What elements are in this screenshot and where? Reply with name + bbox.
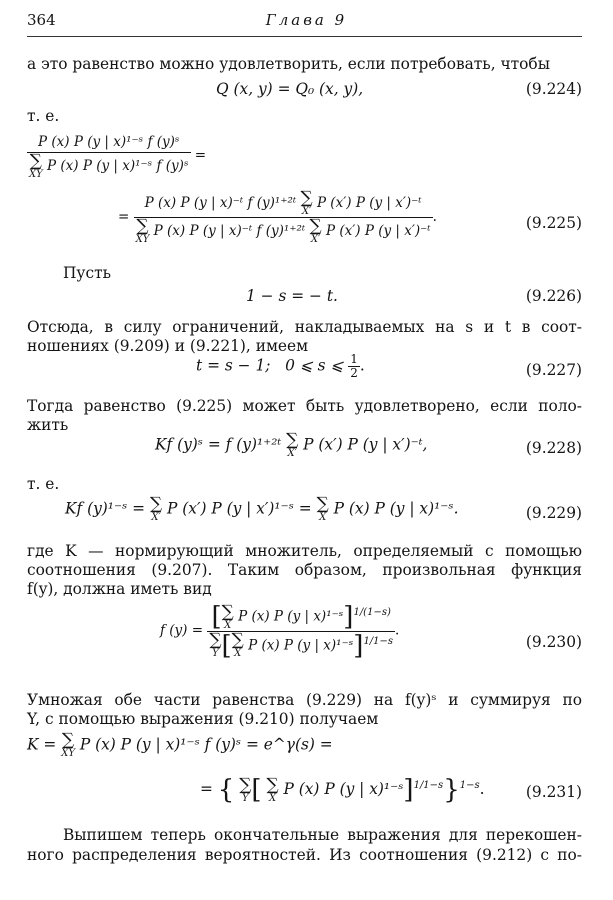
equation-9-228: Kf (y)ˢ = f (y)¹⁺²ᵗ ∑ X′ P (x′) P (y | x′)⁻ᵗ,: [155, 430, 428, 459]
paragraph-line: Выпишем теперь окончательные выражения для перекошен-: [63, 826, 582, 844]
equation-number: (9.231): [525, 783, 582, 801]
paragraph-line: Тогда равенство (9.225) может быть удовлетворено, если поло-: [27, 397, 582, 415]
equation-number: (9.225): [525, 214, 582, 232]
paragraph-line: Отсюда, в силу ограничений, накладываемых на s и t в соот-: [27, 318, 582, 336]
fraction-denominator: P (x) P (y | x)¹⁻ˢ f (y)ˢ: [47, 158, 189, 174]
running-header: Глава 9: [265, 11, 348, 29]
equation-9-224: Q (x, y) = Q₀ (x, y),: [216, 80, 364, 98]
equation-number: (9.227): [525, 361, 582, 379]
equation-number: (9.224): [525, 80, 582, 98]
paragraph-line: ного распределения вероятностей. Из соотношения (9.212) с по-: [27, 846, 582, 864]
paragraph-line: соотношения (9.207). Таким образом, произвольная функция: [27, 561, 582, 579]
page-number: 364: [27, 11, 56, 29]
equation-number: (9.226): [525, 287, 582, 305]
equation-9-230: f (y) = [ ∑ X P (x) P (y | x)¹⁻ˢ]$^{1/(1-s)}$ ∑ Y [ ∑ X P (x) P (y | x)¹⁻ˢ]$^{1/1-s}$ .: [160, 601, 400, 661]
equation-number: (9.228): [525, 439, 582, 457]
paragraph-line: Умножая обе части равенства (9.229) на f(y)ˢ и суммируя по: [27, 691, 582, 709]
equation-9-227: t = s − 1; 0 ⩽ s ⩽ $\frac{1}{2}$ .: [196, 352, 365, 380]
equation-9-231-line1: K = ∑ XY P (x) P (y | x)¹⁻ˢ f (y)ˢ = e^γ(s) =: [27, 730, 333, 759]
paragraph-line: а это равенство можно удовлетворить, если потребовать, чтобы: [27, 55, 550, 73]
equation-9-225-rhs: = P (x) P (y | x)⁻ᵗ f (y)¹⁺²ᵗ ∑ X′ P (x′) P (y | x′)⁻ᵗ ∑ XY P (x) P (y | x)⁻ᵗ f (y)¹⁺²ᵗ ∑ X′ P (x′) P (y | x′)⁻ᵗ .: [118, 188, 437, 245]
equation-number: (9.230): [525, 633, 582, 651]
fraction-numerator: P (x) P (y | x)¹⁻ˢ f (y)ˢ: [38, 134, 180, 150]
header-rule: [27, 36, 582, 37]
paragraph-line: f(y), должна иметь вид: [27, 580, 212, 598]
paragraph-line: где K — нормирующий множитель, определяемый с помощью: [27, 542, 582, 560]
equation-9-231-line2: = { ∑ Y [ ∑ X P (x) P (y | x)¹⁻ˢ]$^{1/1-s}$}$^{1-s}$.: [200, 774, 485, 806]
equation-9-225-lhs: P (x) P (y | x)¹⁻ˢ f (y)ˢ ∑ XY P (x) P (y | x)¹⁻ˢ f (y)ˢ =: [29, 134, 207, 180]
equation-number: (9.229): [525, 504, 582, 522]
equation-9-229: Kf (y)¹⁻ˢ = ∑ X′ P (x′) P (y | x′)¹⁻ˢ = ∑ X P (x) P (y | x)¹⁻ˢ.: [65, 494, 459, 523]
paragraph-line: т. е.: [27, 107, 60, 125]
paragraph-line: Y, с помощью выражения (9.210) получаем: [27, 710, 379, 728]
paragraph-line: жить: [27, 416, 69, 434]
equation-9-226: 1 − s = − t.: [246, 287, 338, 305]
paragraph-line: т. е.: [27, 475, 60, 493]
paragraph-line: Пусть: [63, 264, 111, 282]
paragraph-line: ношениях (9.209) и (9.221), имеем: [27, 337, 309, 355]
